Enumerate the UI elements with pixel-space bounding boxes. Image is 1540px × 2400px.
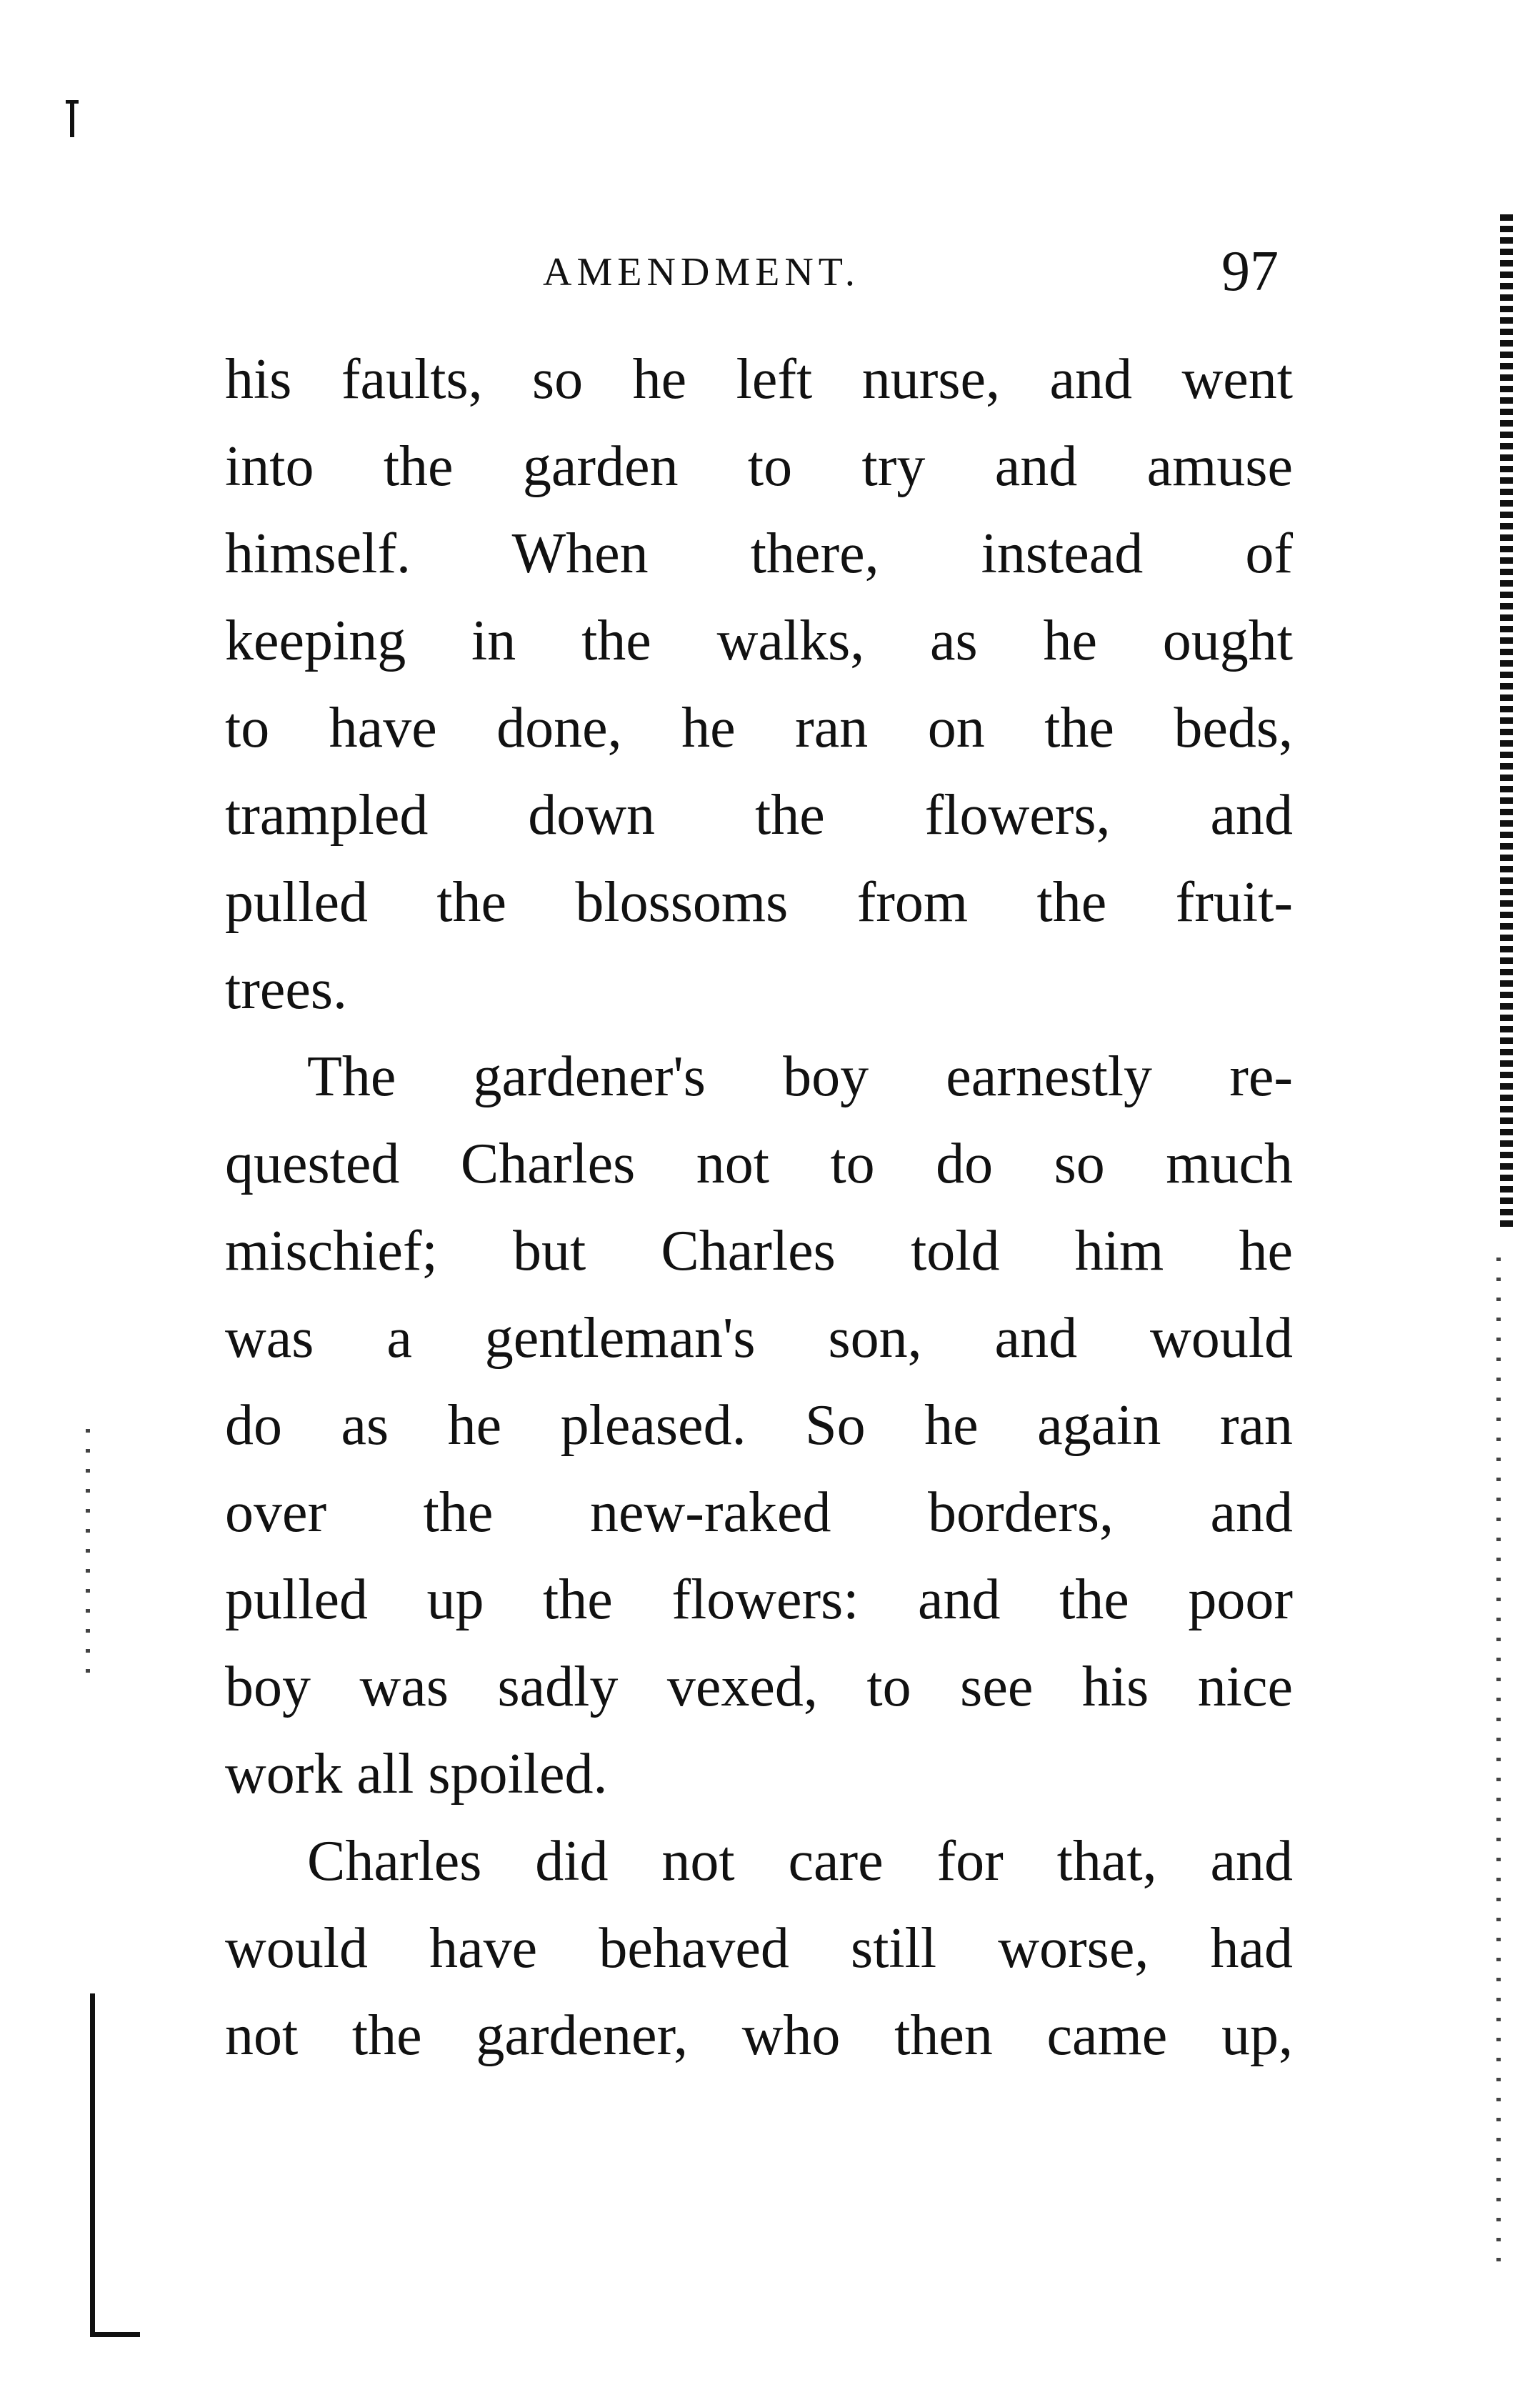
text-line: would have behaved still worse, had (225, 1917, 1293, 1980)
scan-edge-dots-left (86, 1429, 90, 1686)
text-line: himself. When there, instead of (225, 522, 1293, 585)
scan-mark-left-edge (90, 1993, 95, 2336)
running-header (543, 239, 1314, 304)
text-line: quested Charles not to do so much (225, 1132, 1293, 1195)
text-line: trampled down the flowers, and (225, 784, 1293, 847)
scan-mark-top-left (70, 100, 74, 137)
text-line: not the gardener, who then came up, (225, 2004, 1293, 2067)
page-number: 97 (1221, 240, 1279, 303)
text-line: The gardener's boy earnestly re- (307, 1045, 1293, 1108)
text-line: mischief; but Charles told him he (225, 1220, 1293, 1283)
text-line: trees. (225, 958, 348, 1021)
scan-mark-bottom-left (90, 2332, 140, 2337)
chapter-title: AMENDMENT. (543, 250, 860, 294)
text-line: over the new-raked borders, and (225, 1481, 1293, 1544)
text-line: his faults, so he left nurse, and went (225, 348, 1293, 411)
scan-edge-dots-right (1496, 1258, 1501, 2272)
text-line: was a gentleman's son, and would (225, 1307, 1293, 1370)
text-line: into the garden to try and amuse (225, 435, 1293, 498)
text-line: pulled up the flowers: and the poor (225, 1568, 1293, 1631)
text-line: keeping in the walks, as he ought (225, 609, 1293, 672)
text-line: boy was sadly vexed, to see his nice (225, 1655, 1293, 1718)
text-line: pulled the blossoms from the fruit- (225, 871, 1293, 934)
body-text (225, 336, 1293, 2079)
scan-edge-bar-right (1500, 214, 1513, 1229)
scan-mark-top-left-serif (66, 100, 79, 104)
text-line: work all spoiled. (225, 1743, 608, 1806)
text-line: Charles did not care for that, and (307, 1830, 1293, 1893)
text-line: do as he pleased. So he again ran (225, 1394, 1293, 1457)
text-line: to have done, he ran on the beds, (225, 697, 1293, 760)
